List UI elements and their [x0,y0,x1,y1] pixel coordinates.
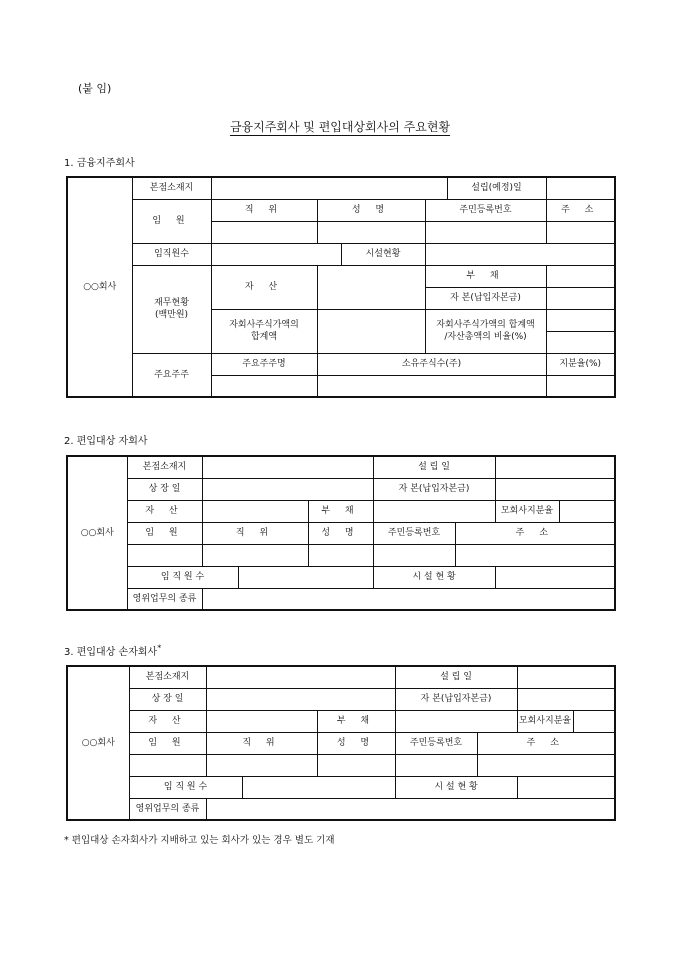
shares-held-header: 소유주식수(주) [317,353,546,375]
officers-label: 임 원 [127,522,202,544]
establishment-date-value[interactable] [495,456,615,478]
ownership-ratio-cell[interactable] [546,375,615,397]
sub-stock-ratio-value-2[interactable] [546,331,615,353]
document-title: 금융지주회사 및 편입대상회사의 주요현황 [229,120,451,134]
liabilities-value[interactable] [373,500,495,522]
position-header: 직 위 [202,522,308,544]
section3-title: 3. 편입대상 손자회사* [64,643,162,658]
equity-label: 자 본(납입자본금) [395,688,517,710]
facilities-value[interactable] [495,566,615,588]
financial-status-label: 재무현황 (백만원) [132,265,211,353]
shares-held-cell[interactable] [317,375,546,397]
hq-address-value[interactable] [202,456,373,478]
footnote: * 편입대상 손자회사가 지배하고 있는 회사가 있는 경우 별도 기재 [64,835,335,846]
hq-address-label: 본점소재지 [127,456,202,478]
parent-ownership-label: 모회사지분율 [495,500,559,522]
business-type-value[interactable] [202,588,615,610]
major-shareholders-label: 주요주주 [132,353,211,397]
officer-address-cell[interactable] [455,544,615,566]
hq-address-value[interactable] [206,666,395,688]
assets-value[interactable] [202,500,308,522]
company-label: ○○회사 [67,456,127,610]
assets-label: 자 산 [127,500,202,522]
company-label: ○○회사 [67,666,129,820]
equity-label: 자 본(납입자본금) [425,287,546,309]
officer-cell[interactable] [129,754,206,776]
officer-name-cell[interactable] [308,544,373,566]
employee-count-value[interactable] [238,566,373,588]
facilities-value[interactable] [425,243,615,265]
officer-address-cell[interactable] [477,754,615,776]
business-type-label: 영위업무의 종류 [129,798,206,820]
parent-ownership-value[interactable] [559,500,615,522]
establishment-date-value[interactable] [517,666,615,688]
address-header: 주 소 [546,199,615,221]
parent-ownership-label: 모회사지분율 [517,710,573,732]
holding-company-table [66,176,616,398]
liabilities-label: 부 채 [317,710,395,732]
establishment-date-label: 설립(예정)일 [447,177,546,199]
sub-stock-ratio-label: 자회사주식가액의 합계액 /자산총액의 비율(%) [425,309,546,353]
assets-label: 자 산 [211,265,317,309]
name-header: 성 명 [317,732,395,754]
liabilities-label: 부 채 [425,265,546,287]
subsidiary-table [66,455,616,611]
listing-date-value[interactable] [206,688,395,710]
sub-stock-total-value[interactable] [317,309,425,353]
officers-label: 임 원 [129,732,206,754]
officers-label: 임 원 [132,199,211,243]
employee-count-value[interactable] [242,776,395,798]
ownership-ratio-header: 지분율(%) [546,353,615,375]
officer-resident-no-cell[interactable] [425,221,546,243]
equity-value[interactable] [495,478,615,500]
liabilities-value[interactable] [546,265,615,287]
position-header: 직 위 [206,732,317,754]
shareholder-name-header: 주요주주명 [211,353,317,375]
officer-cell[interactable] [127,544,202,566]
listing-date-label: 상 장 일 [127,478,202,500]
address-header: 주 소 [477,732,615,754]
hq-address-label: 본점소재지 [132,177,211,199]
employee-count-label: 임 직 원 수 [127,566,238,588]
establishment-date-label: 설 립 일 [395,666,517,688]
listing-date-label: 상 장 일 [129,688,206,710]
officer-resident-no-cell[interactable] [395,754,477,776]
officer-position-cell[interactable] [211,221,317,243]
facilities-value[interactable] [517,776,615,798]
establishment-date-label: 설 립 일 [373,456,495,478]
equity-value[interactable] [546,287,615,309]
facilities-label: 시설현황 [341,243,425,265]
section2-title: 2. 편입대상 자회사 [64,436,148,447]
employee-count-value[interactable] [211,243,341,265]
business-type-label: 영위업무의 종류 [127,588,202,610]
facilities-label: 시 설 현 황 [373,566,495,588]
liabilities-value[interactable] [395,710,517,732]
assets-label: 자 산 [129,710,206,732]
section1-title: 1. 금융지주회사 [64,158,135,169]
liabilities-label: 부 채 [308,500,373,522]
company-label: ○○회사 [67,177,132,397]
assets-value[interactable] [317,265,425,309]
equity-value[interactable] [517,688,615,710]
grandchild-company-table [66,665,616,821]
name-header: 성 명 [308,522,373,544]
resident-no-header: 주민등록번호 [373,522,455,544]
equity-label: 자 본(납입자본금) [373,478,495,500]
hq-address-value[interactable] [211,177,447,199]
listing-date-value[interactable] [202,478,373,500]
sub-stock-ratio-value[interactable] [546,309,615,331]
sub-stock-total-label: 자회사주식가액의 합계액 [211,309,317,353]
shareholder-name-cell[interactable] [211,375,317,397]
business-type-value[interactable] [206,798,615,820]
parent-ownership-value[interactable] [573,710,615,732]
assets-value[interactable] [206,710,317,732]
hq-address-label: 본점소재지 [129,666,206,688]
officer-position-cell[interactable] [206,754,317,776]
attachment-label: (붙 임) [78,82,112,95]
establishment-date-value[interactable] [546,177,615,199]
officer-address-cell[interactable] [546,221,615,243]
officer-position-cell[interactable] [202,544,308,566]
facilities-label: 시 설 현 황 [395,776,517,798]
officer-resident-no-cell[interactable] [373,544,455,566]
officer-name-cell[interactable] [317,221,425,243]
address-header: 주 소 [455,522,615,544]
position-header: 직 위 [211,199,317,221]
employee-count-label: 임직원수 [132,243,211,265]
name-header: 성 명 [317,199,425,221]
resident-no-header: 주민등록번호 [395,732,477,754]
employee-count-label: 임 직 원 수 [129,776,242,798]
resident-no-header: 주민등록번호 [425,199,546,221]
officer-name-cell[interactable] [317,754,395,776]
